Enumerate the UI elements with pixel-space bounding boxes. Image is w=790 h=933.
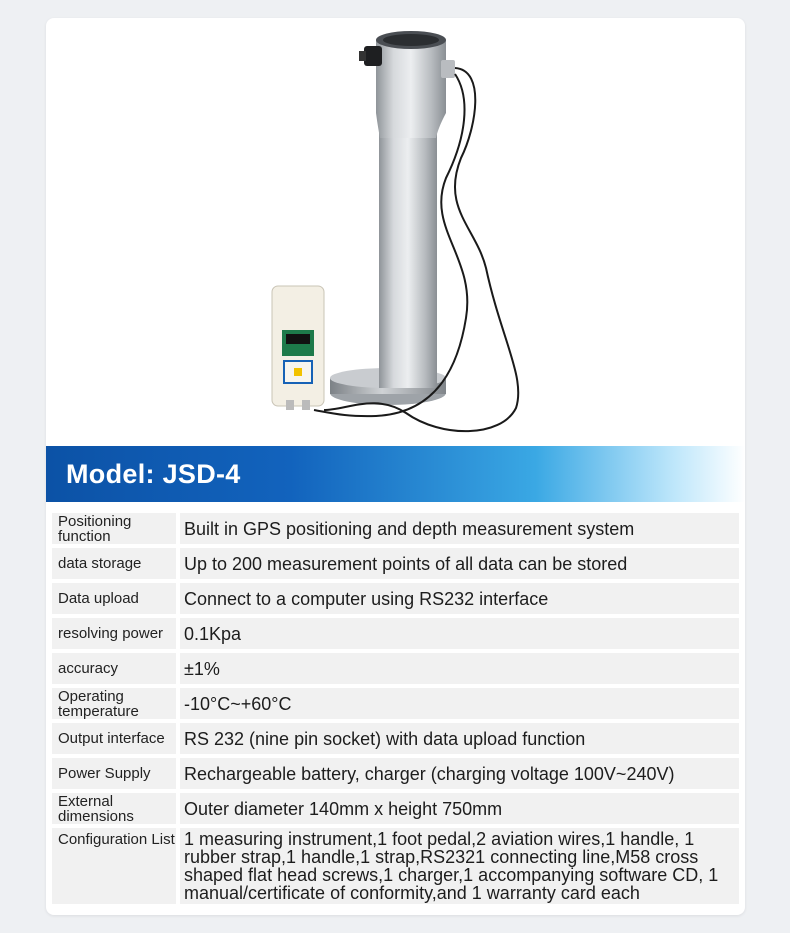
product-card xyxy=(46,18,745,915)
spec-row xyxy=(52,583,739,614)
spec-value: Connect to a computer using RS232 interface xyxy=(180,583,739,614)
spec-row xyxy=(52,618,739,649)
spec-label: External dimensions xyxy=(52,793,176,824)
spec-label: accuracy xyxy=(52,653,176,684)
spec-value: Up to 200 measurement points of all data can be stored xyxy=(180,548,739,579)
spec-value: RS 232 (nine pin socket) with data upload function xyxy=(180,723,739,754)
spec-value: 1 measuring instrument,1 foot pedal,2 aviation wires,1 handle, 1 rubber strap,1 handle,1 strap,RS2321 connecting line,M58 cross shaped flat head screws,1 charger,1 accompanying software CD, 1 manual/certificate of conformity,and 1 warranty card each xyxy=(180,828,739,904)
spec-label: Data upload xyxy=(52,583,176,614)
spec-label: Configuration List xyxy=(52,828,176,904)
product-photo xyxy=(46,18,745,443)
spec-value: 0.1Kpa xyxy=(180,618,739,649)
spec-row xyxy=(52,653,739,684)
spec-row xyxy=(52,688,739,719)
spec-row xyxy=(52,793,739,824)
spec-table xyxy=(52,509,739,908)
spec-label: Operating temperature xyxy=(52,688,176,719)
spec-row xyxy=(52,548,739,579)
spec-label: Output interface xyxy=(52,723,176,754)
spec-value: ±1% xyxy=(180,653,739,684)
spec-row xyxy=(52,513,739,544)
model-title: Model: JSD-4 xyxy=(66,459,241,489)
spec-label: Positioning function xyxy=(52,513,176,544)
spec-label: resolving power xyxy=(52,618,176,649)
spec-label: data storage xyxy=(52,548,176,579)
spec-value: Outer diameter 140mm x height 750mm xyxy=(180,793,739,824)
model-banner xyxy=(46,446,745,502)
spec-row xyxy=(52,723,739,754)
spec-label: Power Supply xyxy=(52,758,176,789)
spec-value: Rechargeable battery, charger (charging voltage 100V~240V) xyxy=(180,758,739,789)
spec-row xyxy=(52,828,739,904)
spec-row xyxy=(52,758,739,789)
spec-value: Built in GPS positioning and depth measurement system xyxy=(180,513,739,544)
spec-value: -10°C~+60°C xyxy=(180,688,739,719)
